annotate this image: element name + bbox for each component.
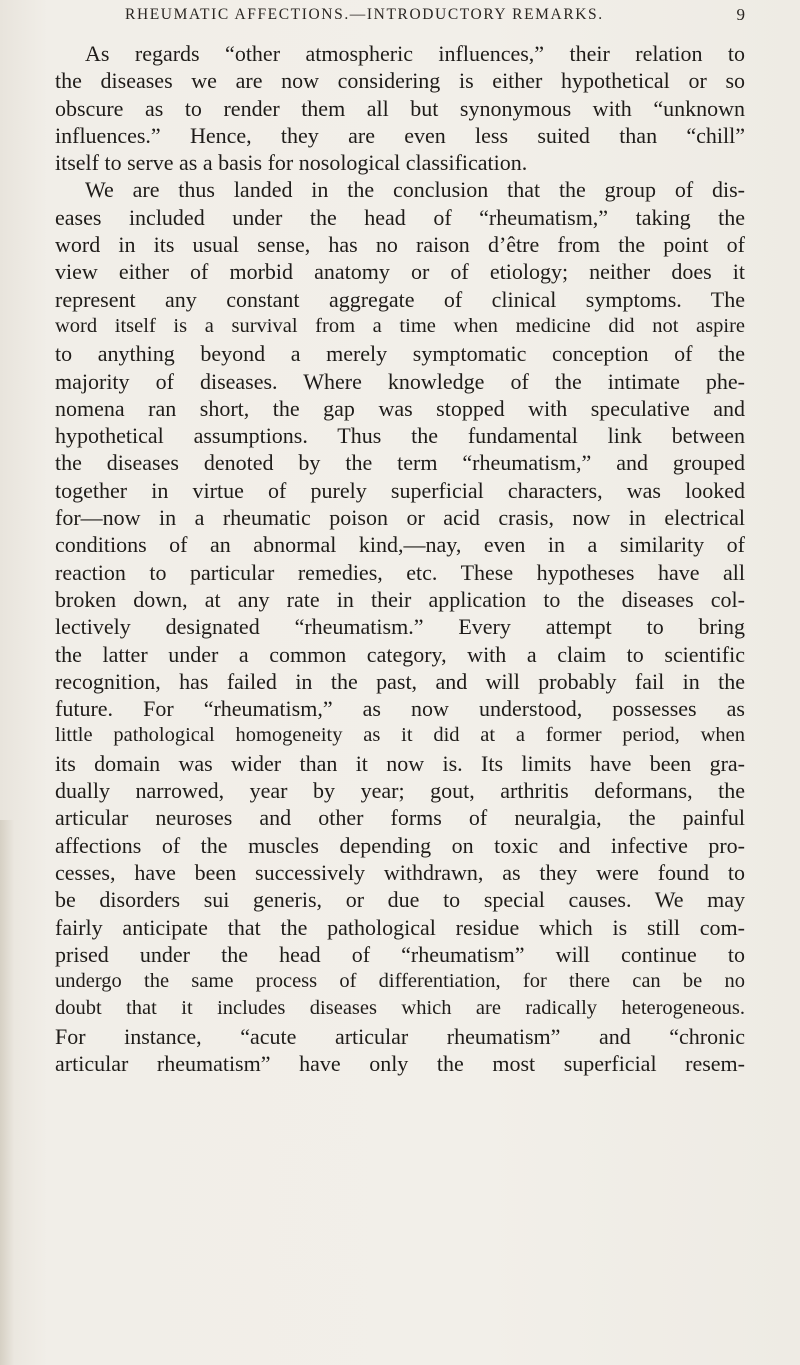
text-line: obscure as to render them all but synonymous with “unknown [55,95,745,121]
text-line: fairly anticipate that the pathological residue which is still com- [55,914,745,940]
text-line: represent any constant aggregate of clinical symptoms. The [55,286,745,312]
text-line: together in virtue of purely superficial characters, was looked [55,477,745,503]
binding-shadow [0,820,14,1365]
text-line: nomena ran short, the gap was stopped with speculative and [55,395,745,421]
body-text [55,40,745,1077]
text-line: word in its usual sense, has no raison d’être from the point of [55,232,745,258]
text-line: for—now in a rheumatic poison or acid crasis, now in electrical [55,505,745,531]
text-line: reaction to particular remedies, etc. These hypotheses have all [55,559,745,585]
text-line: cesses, have been successively withdrawn, as they were found to [55,859,745,885]
running-head [125,6,745,32]
text-line: conditions of an abnormal kind,—nay, even in a similarity of [55,532,745,558]
text-line: undergo the same process of differentiation, for there can be no [55,970,745,993]
text-line: eases included under the head of “rheumatism,” taking the [55,204,745,230]
text-line: influences.” Hence, they are even less suited than “chill” [55,122,745,148]
text-line: itself to serve as a basis for nosological classification. [55,150,528,176]
text-line: to anything beyond a merely symptomatic conception of the [55,341,745,367]
text-line: broken down, at any rate in their application to the diseases col- [55,586,745,612]
text-line: articular neuroses and other forms of neuralgia, the painful [55,805,745,831]
text-line: As regards “other atmospheric influences,” their relation to [85,41,745,66]
text-line: prised under the head of “rheumatism” will continue to [55,941,745,967]
text-line: dually narrowed, year by year; gout, arthritis deformans, the [55,778,745,804]
text-line: For instance, “acute articular rheumatism” and “chronic [55,1023,745,1049]
text-line: the latter under a common category, with a claim to scientific [55,641,745,667]
running-title: RHEUMATIC AFFECTIONS.—INTRODUCTORY REMARKS. [125,6,604,23]
text-line: lectively designated “rheumatism.” Every attempt to bring [55,614,745,640]
text-line: doubt that it includes diseases which are radically heterogeneous. [55,997,745,1020]
text-line: be disorders sui generis, or due to special causes. We may [55,887,745,913]
text-line: We are thus landed in the conclusion that the group of dis- [85,177,745,203]
text-line: hypothetical assumptions. Thus the fundamental link between [55,423,745,449]
page-number: 9 [736,5,745,24]
text-line: the diseases denoted by the term “rheumatism,” and grouped [55,450,745,476]
text-line: view either of morbid anatomy or of etiology; neither does it [55,259,745,285]
text-line: affections of the muscles depending on toxic and infective pro- [55,832,745,858]
text-line: word itself is a survival from a time when medicine did not aspire [55,314,745,337]
text-line: the diseases we are now considering is either hypothetical or so [55,68,745,94]
text-line: future. For “rheumatism,” as now understood, possesses as [55,696,745,722]
text-line: its domain was wider than it now is. Its limits have been gra- [55,750,745,776]
text-line: recognition, has failed in the past, and will probably fail in the [55,668,745,694]
text-line: articular rheumatism” have only the most superficial resem- [55,1050,745,1076]
text-line: majority of diseases. Where knowledge of the intimate phe- [55,368,745,394]
text-line: little pathological homogeneity as it did at a former period, when [55,724,745,747]
